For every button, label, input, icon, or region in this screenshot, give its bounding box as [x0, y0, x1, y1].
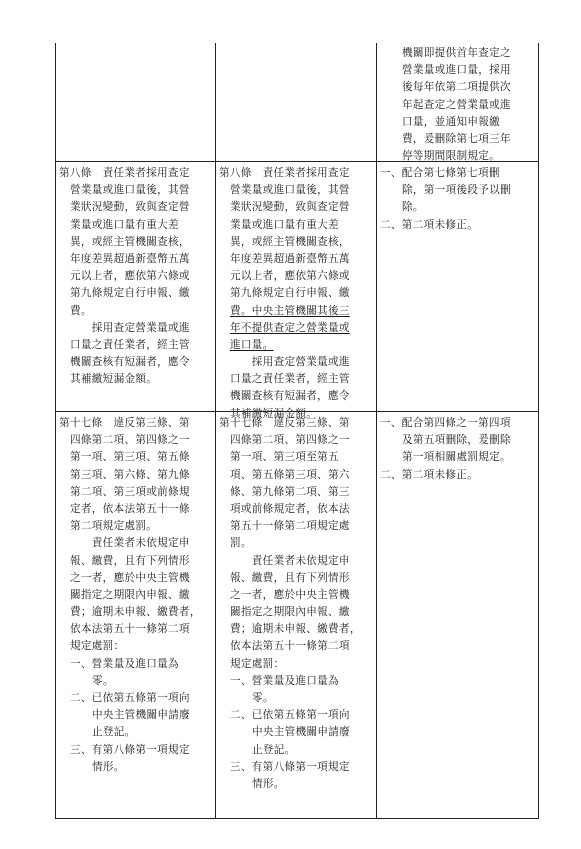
- row2-amended-article-cell: [56, 162, 215, 388]
- text-line: 除。: [402, 201, 424, 214]
- text-line: 除，第一項後段予以刪: [402, 184, 511, 197]
- list-item: 一、營業量及進口量為: [230, 674, 339, 687]
- text-line: 依本法第五十一條第二項: [70, 623, 190, 636]
- list-item: 一、營業量及進口量為: [70, 657, 179, 670]
- row3-amended-article-cell: [56, 412, 215, 776]
- list-item: 二、已依第五條第一項向: [70, 692, 190, 704]
- text-line: 業狀況變動，致與查定營: [70, 201, 190, 214]
- row2-current-article-cell: [216, 162, 376, 423]
- text-line: 營業量或進口量，採用: [402, 64, 511, 77]
- text-line: 費。: [70, 304, 92, 317]
- text-line: 口量，並通知申報繳: [402, 115, 501, 128]
- text-line: [219, 449, 374, 466]
- text-line: 責任業者未依規定申: [230, 554, 350, 567]
- text-line: 費；逾期未申報、繳費者，: [230, 623, 361, 636]
- text-line: 機關查核有短漏者，應令: [230, 390, 350, 403]
- article-heading: 第八條 責任業者採用查定: [219, 167, 350, 179]
- text-line: 之一者，應於中央主管機: [230, 588, 350, 601]
- text-line: 第三項、第六條、第九條: [70, 468, 190, 481]
- text-line: 規定處罰：: [70, 640, 125, 653]
- row1-explanation-cell: [377, 42, 538, 165]
- text-line: 業量或進口量有重大差: [70, 218, 179, 231]
- text-line: 年起查定之營業量或進: [402, 98, 511, 111]
- text-line: 口量之責任業者，經主管: [230, 373, 350, 386]
- text-line: 定者，依本法第五十一條: [70, 502, 190, 515]
- text-line: 第五十一條第二項規定處: [230, 520, 350, 533]
- text-line: 機關即提供首年查定之: [402, 47, 511, 59]
- list-item: 二、已依第五條第一項向: [230, 709, 350, 722]
- text-line: 異，或經主管機關查核，: [230, 235, 350, 248]
- list-item-continuation: 零。: [92, 674, 114, 687]
- underlined-text-line: 費。中央主管機關其後三: [230, 304, 350, 317]
- text-line: 營業量或進口量後，其營: [230, 184, 350, 197]
- article-heading: 第八條 責任業者採用查定: [59, 167, 190, 179]
- row3-current-article-cell: [216, 412, 376, 793]
- text-line: 第二項、第三項或前條規: [70, 485, 190, 498]
- text-line: 項或前條規定者，依本法: [230, 502, 350, 515]
- text-line: 依本法第五十一條第二項: [230, 640, 350, 653]
- article-heading: 第十七條 違反第三條、第: [219, 417, 350, 429]
- text-line: 報、繳費，且有下列情形: [70, 554, 190, 567]
- text-line: 業狀況變動，致與查定營: [230, 201, 350, 214]
- text-line: 四條第二項、第四條之一: [70, 434, 190, 447]
- text-line: 後每年依第二項提供次: [402, 81, 511, 94]
- text-line: 其補繳短漏金額。: [230, 407, 318, 420]
- text-line: 一、配合第七條第七項刪: [380, 167, 500, 179]
- text-line: 條、第九條第二項、第三: [230, 485, 350, 498]
- text-line: 一、配合第四條之一第四項: [380, 417, 511, 429]
- text-line: 第一項、第三項、第五條: [70, 451, 190, 464]
- text-line: 第九條規定自行申報、繳: [230, 287, 350, 300]
- text-line: 項、第五條第三項、第六: [230, 468, 350, 481]
- text-line: 第九條規定自行申報、繳: [70, 287, 190, 300]
- underlined-text-line: 年不提供查定之營業量或: [230, 321, 350, 334]
- underlined-text-line: 進口量。: [230, 338, 274, 351]
- text-segment: 第一項、第三項至第五: [230, 451, 339, 464]
- table-border-bottom: [55, 818, 539, 819]
- text-line: 年度差異超過新臺幣五萬: [70, 252, 190, 265]
- text-line: 年度差異超過新臺幣五萬: [230, 252, 350, 265]
- text-line: 二、第二項未修正。: [380, 218, 479, 231]
- row2-explanation-cell: [377, 162, 538, 234]
- list-item-continuation: 止登記。: [92, 726, 136, 739]
- text-line: 第二項規定處罰。: [70, 520, 158, 533]
- text-line: 關指定之期限內申報、繳: [230, 606, 350, 619]
- list-item-continuation: 零。: [252, 692, 274, 704]
- table-border-right: [538, 43, 539, 819]
- text-line: 異，或經主管機關查核，: [70, 235, 190, 248]
- text-line: 罰。: [230, 537, 252, 550]
- text-line: 營業量或進口量後，其營: [70, 184, 190, 197]
- text-line: 元以上者，應依第六條或: [230, 270, 350, 283]
- list-item-continuation: 情形。: [252, 777, 285, 790]
- text-line: 採用查定營業量或進: [70, 321, 190, 334]
- text-line: 元以上者，應依第六條或: [70, 270, 190, 283]
- text-line: 四條第二項、第四條之一: [230, 434, 350, 447]
- text-line: 費，爰刪除第七項三年: [402, 132, 511, 145]
- list-item-continuation: 止登記。: [252, 743, 296, 756]
- list-item-continuation: 情形。: [92, 760, 125, 773]
- list-item: 三、有第八條第一項規定: [70, 743, 190, 756]
- text-line: 第一項相關處罰規定。: [402, 451, 511, 464]
- list-item: 三、有第八條第一項規定: [230, 760, 350, 773]
- text-line: 業量或進口量有重大差: [230, 218, 339, 231]
- text-line: 二、第二項未修正。: [380, 468, 479, 481]
- list-item-continuation: 中央主管機關申請廢: [252, 726, 351, 739]
- text-line: 機關查核有短漏者，應令: [70, 356, 190, 369]
- text-line: 費；逾期未申報、繳費者，: [70, 606, 201, 619]
- text-line: 報、繳費，且有下列情形: [230, 571, 350, 584]
- text-line: 規定處罰：: [230, 657, 285, 670]
- text-line: 停等期間限制規定。: [402, 150, 501, 163]
- text-line: 口量之責任業者，經主管: [70, 338, 190, 351]
- row3-explanation-cell: [377, 412, 538, 484]
- text-line: 採用查定營業量或進: [230, 356, 350, 369]
- text-line: 之一者，應於中央主管機: [70, 571, 190, 584]
- text-line: 其補繳短漏金額。: [70, 373, 158, 386]
- list-item-continuation: 中央主管機關申請廢: [92, 709, 191, 722]
- text-line: 及第五項刪除，爰刪除: [402, 434, 511, 447]
- text-line: 責任業者未依規定申: [70, 537, 190, 550]
- text-line: 關指定之期限內申報、繳: [70, 588, 190, 601]
- article-heading: 第十七條 違反第三條、第: [59, 417, 190, 429]
